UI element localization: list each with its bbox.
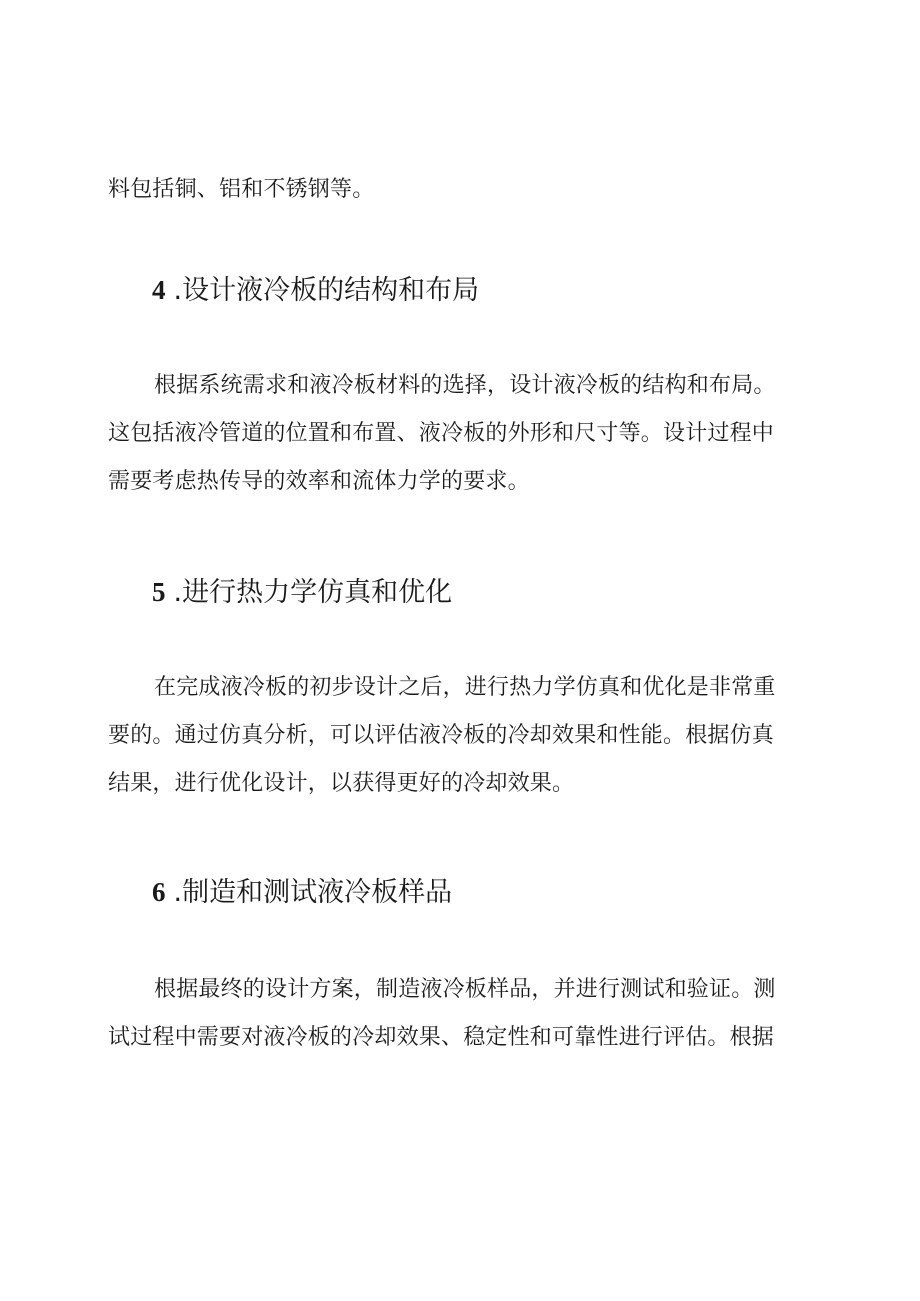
paragraph-line: 要的。通过仿真分析，可以评估液冷板的冷却效果和性能。根据仿真 xyxy=(108,723,775,748)
paragraph-line: 结果，进行优化设计，以获得更好的冷却效果。 xyxy=(108,771,575,796)
paragraph-line: 根据系统需求和液冷板材料的选择，设计液冷板的结构和布局。 xyxy=(154,373,776,398)
paragraph-line: 料包括铜、铝和不锈钢等。 xyxy=(108,177,375,202)
paragraph-line: 需要考虑热传导的效率和流体力学的要求。 xyxy=(108,469,530,494)
paragraph-line: 在完成液冷板的初步设计之后，进行热力学仿真和优化是非常重 xyxy=(154,675,776,700)
section-paragraph-5 xyxy=(108,664,804,808)
section-number: 6 xyxy=(152,877,166,907)
section-title: .制造和测试液冷板样品 xyxy=(173,877,453,908)
paragraph-line: 根据最终的设计方案，制造液冷板样品，并进行测试和验证。测 xyxy=(154,977,776,1002)
section-title: .设计液冷板的结构和布局 xyxy=(173,275,480,306)
section-heading-5 xyxy=(152,572,452,613)
section-title: .进行热力学仿真和优化 xyxy=(173,577,453,608)
section-paragraph-6 xyxy=(108,966,804,1062)
section-heading-6 xyxy=(152,872,452,913)
section-paragraph-4 xyxy=(108,362,804,506)
continuation-paragraph xyxy=(108,166,804,214)
paragraph-line: 试过程中需要对液冷板的冷却效果、稳定性和可靠性进行评估。根据 xyxy=(108,1025,775,1050)
section-number: 4 xyxy=(152,275,166,305)
section-number: 5 xyxy=(152,577,166,607)
paragraph-line: 这包括液冷管道的位置和布置、液冷板的外形和尺寸等。设计过程中 xyxy=(108,421,775,446)
section-heading-4 xyxy=(152,270,479,311)
